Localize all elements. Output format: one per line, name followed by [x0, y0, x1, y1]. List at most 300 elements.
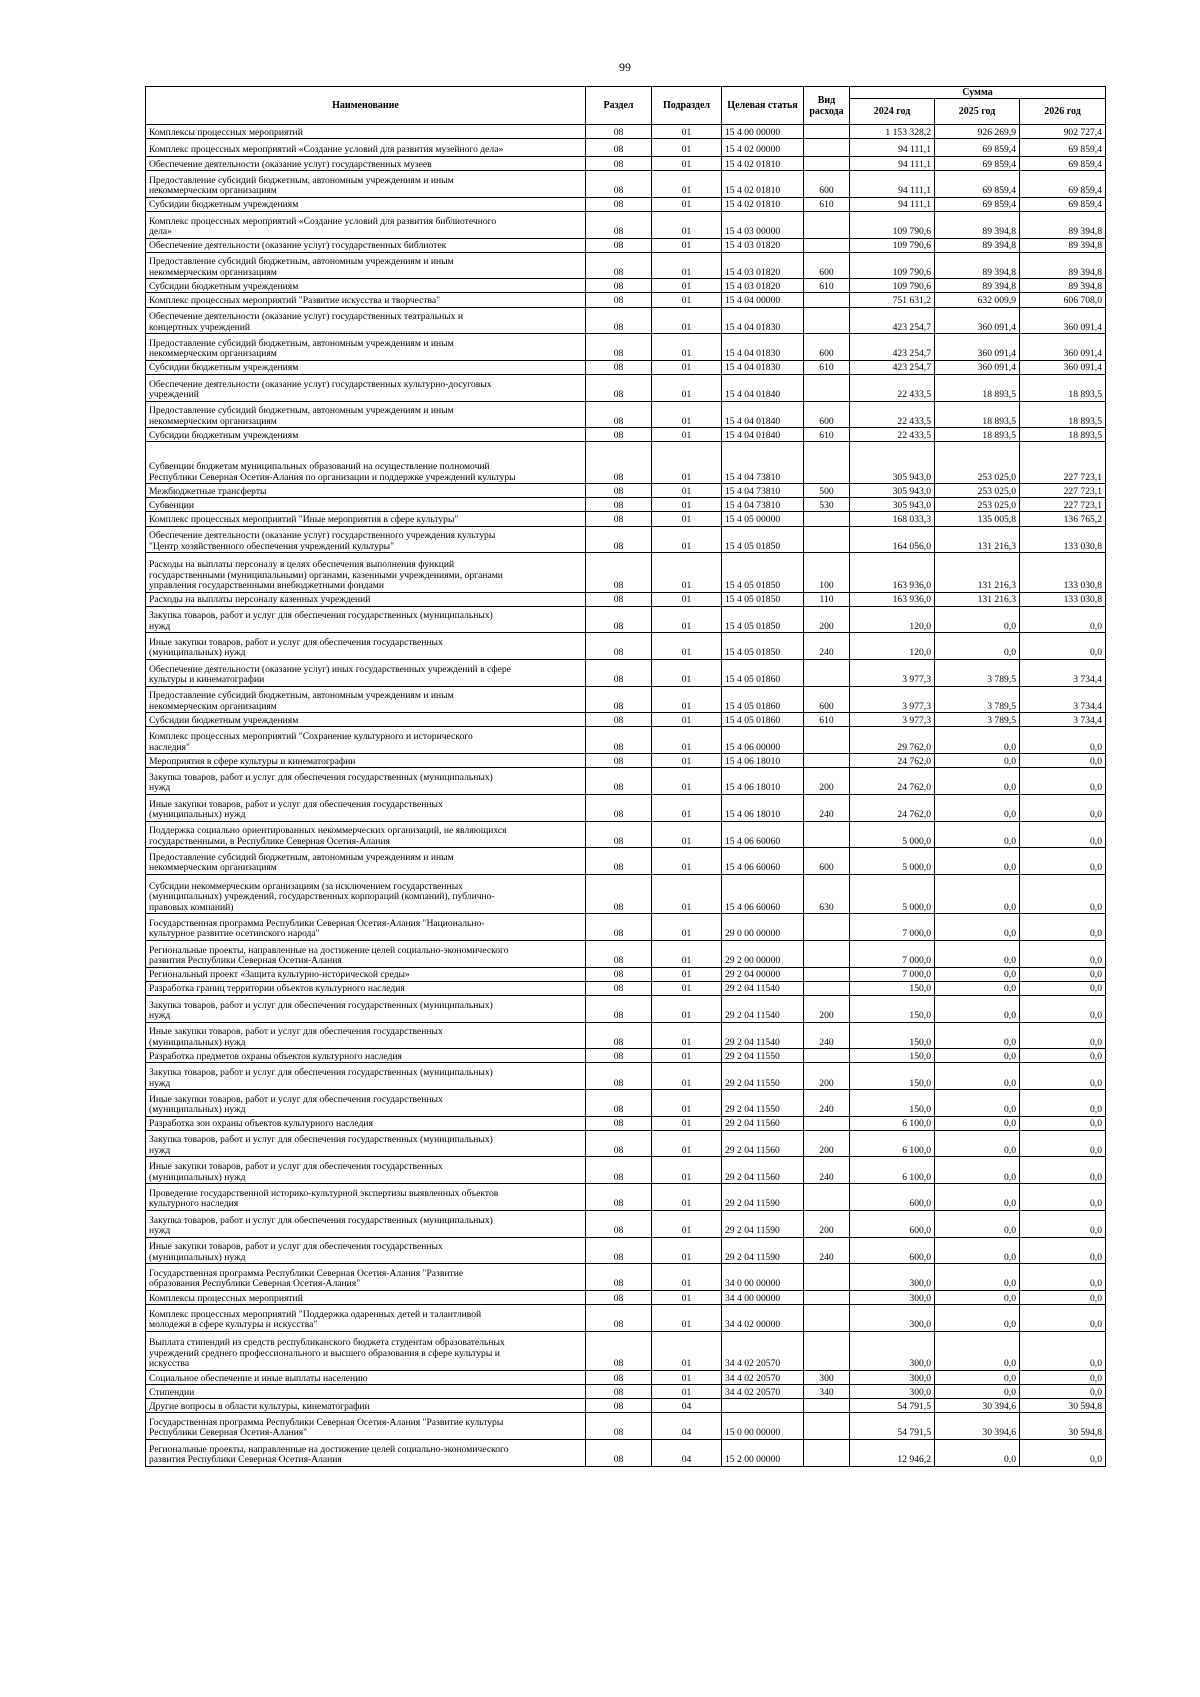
row-target: 15 4 04 01840: [722, 374, 804, 401]
row-sum-2026: 133 030,8: [1020, 553, 1106, 592]
row-expense: 600: [804, 686, 850, 713]
row-sum-2024: 305 943,0: [850, 442, 935, 484]
row-sum-2026: 360 091,4: [1020, 334, 1106, 361]
row-sum-2025: 69 859,4: [935, 171, 1020, 198]
row-expense: [804, 526, 850, 553]
row-sum-2025: 69 859,4: [935, 156, 1020, 170]
row-section: 08: [586, 197, 652, 211]
row-expense: [804, 1049, 850, 1063]
row-sum-2026: 30 594,8: [1020, 1399, 1106, 1413]
row-sum-2024: 22 433,5: [850, 428, 935, 442]
page-number: 99: [619, 60, 631, 74]
row-target: 15 4 02 01810: [722, 171, 804, 198]
row-sum-2026: 3 734,4: [1020, 713, 1106, 727]
row-name: Иные закупки товаров, работ и услуг для обеспечения государственных (муниципальных) нужд: [146, 1157, 586, 1184]
row-expense: [804, 1413, 850, 1440]
row-target: 29 2 00 00000: [722, 940, 804, 967]
row-target: 15 4 04 01840: [722, 428, 804, 442]
row-target: 29 2 04 11590: [722, 1237, 804, 1264]
row-expense: [804, 1305, 850, 1332]
row-subsection: 01: [652, 442, 722, 484]
row-sum-2026: 0,0: [1020, 995, 1106, 1022]
row-sum-2026: 227 723,1: [1020, 484, 1106, 498]
row-sum-2025: 0,0: [935, 1305, 1020, 1332]
table-row: [146, 995, 1106, 1022]
row-subsection: 01: [652, 238, 722, 252]
table-row: [146, 1399, 1106, 1413]
row-target: 15 4 00 00000: [722, 125, 804, 139]
row-sum-2025: 0,0: [935, 1264, 1020, 1291]
row-section: 08: [586, 1331, 652, 1370]
row-target: 15 4 06 60060: [722, 821, 804, 848]
row-sum-2026: 89 394,8: [1020, 211, 1106, 238]
row-section: 08: [586, 1090, 652, 1117]
row-sum-2024: 7 000,0: [850, 914, 935, 941]
row-name: Субвенции: [146, 498, 586, 512]
row-expense: [804, 307, 850, 334]
row-section: 08: [586, 139, 652, 157]
row-sum-2024: 751 631,2: [850, 293, 935, 307]
table-row: [146, 686, 1106, 713]
table-row: [146, 197, 1106, 211]
row-sum-2025: 0,0: [935, 848, 1020, 875]
row-name: Закупка товаров, работ и услуг для обеспечения государственных (муниципальных) нужд: [146, 995, 586, 1022]
row-target: 29 2 04 11560: [722, 1157, 804, 1184]
row-section: 08: [586, 1370, 652, 1384]
row-target: 34 4 02 20570: [722, 1385, 804, 1399]
row-sum-2024: 54 791,5: [850, 1399, 935, 1413]
row-subsection: 01: [652, 1210, 722, 1237]
row-sum-2024: 109 790,6: [850, 252, 935, 279]
row-expense: [804, 293, 850, 307]
row-sum-2025: 253 025,0: [935, 484, 1020, 498]
row-target: 15 4 04 73810: [722, 498, 804, 512]
row-section: 08: [586, 659, 652, 686]
row-target: 29 2 04 11560: [722, 1116, 804, 1130]
row-sum-2024: 150,0: [850, 995, 935, 1022]
row-name: Обеспечение деятельности (оказание услуг) иных государственных учреждений в сфере культуры и кинематографии: [146, 659, 586, 686]
row-name: Комплексы процессных мероприятий: [146, 125, 586, 139]
row-sum-2026: 0,0: [1020, 1237, 1106, 1264]
row-target: 15 2 00 00000: [722, 1439, 804, 1466]
row-expense: [804, 374, 850, 401]
row-target: 34 4 00 00000: [722, 1290, 804, 1304]
row-section: 08: [586, 428, 652, 442]
row-subsection: 01: [652, 1184, 722, 1211]
row-expense: 610: [804, 197, 850, 211]
row-section: 08: [586, 727, 652, 754]
row-sum-2025: 0,0: [935, 1130, 1020, 1157]
row-section: 08: [586, 1385, 652, 1399]
row-name: Иные закупки товаров, работ и услуг для обеспечения государственных (муниципальных) нужд: [146, 633, 586, 660]
row-section: 08: [586, 821, 652, 848]
row-target: 15 4 02 01810: [722, 197, 804, 211]
row-name: Региональные проекты, направленные на достижение целей социально-экономического развития Республики Северная Осетия-Алания: [146, 1439, 586, 1466]
row-expense: 200: [804, 1063, 850, 1090]
row-sum-2025: 253 025,0: [935, 498, 1020, 512]
row-sum-2025: 0,0: [935, 1116, 1020, 1130]
row-section: 08: [586, 940, 652, 967]
table-row: [146, 526, 1106, 553]
table-row: [146, 1210, 1106, 1237]
row-subsection: 01: [652, 995, 722, 1022]
row-sum-2026: 30 594,8: [1020, 1413, 1106, 1440]
row-sum-2025: 135 005,8: [935, 512, 1020, 526]
row-sum-2024: 109 790,6: [850, 211, 935, 238]
row-sum-2025: 0,0: [935, 1063, 1020, 1090]
row-section: 08: [586, 1049, 652, 1063]
header-2024: 2024 год: [850, 99, 935, 125]
table-row: [146, 428, 1106, 442]
row-sum-2025: 0,0: [935, 1210, 1020, 1237]
row-sum-2025: 360 091,4: [935, 360, 1020, 374]
row-section: 08: [586, 211, 652, 238]
row-sum-2024: 24 762,0: [850, 754, 935, 768]
row-expense: 610: [804, 428, 850, 442]
row-subsection: 01: [652, 139, 722, 157]
row-sum-2026: 0,0: [1020, 768, 1106, 795]
row-section: 08: [586, 526, 652, 553]
row-expense: [804, 940, 850, 967]
row-sum-2026: 0,0: [1020, 967, 1106, 981]
table-row: [146, 553, 1106, 592]
row-sum-2024: 600,0: [850, 1237, 935, 1264]
row-subsection: 01: [652, 592, 722, 606]
row-target: 15 4 03 01820: [722, 238, 804, 252]
row-name: Социальное обеспечение и иные выплаты населению: [146, 1370, 586, 1384]
row-sum-2026: 0,0: [1020, 727, 1106, 754]
row-sum-2024: 5 000,0: [850, 821, 935, 848]
row-name: Расходы на выплаты персоналу казенных учреждений: [146, 592, 586, 606]
row-sum-2025: 30 394,6: [935, 1399, 1020, 1413]
row-expense: [804, 1331, 850, 1370]
row-sum-2026: 18 893,5: [1020, 428, 1106, 442]
row-sum-2026: 89 394,8: [1020, 238, 1106, 252]
row-sum-2025: 0,0: [935, 1439, 1020, 1466]
row-sum-2026: 69 859,4: [1020, 156, 1106, 170]
row-expense: [804, 967, 850, 981]
row-name: Государственная программа Республики Северная Осетия-Алания "Развитие культуры Республики Северная Осетия-Алания": [146, 1413, 586, 1440]
row-sum-2025: 69 859,4: [935, 197, 1020, 211]
row-subsection: 01: [652, 252, 722, 279]
row-subsection: 01: [652, 171, 722, 198]
row-sum-2024: 168 033,3: [850, 512, 935, 526]
row-sum-2024: 305 943,0: [850, 498, 935, 512]
row-sum-2024: 150,0: [850, 1090, 935, 1117]
row-expense: 240: [804, 794, 850, 821]
row-subsection: 01: [652, 659, 722, 686]
row-sum-2025: 0,0: [935, 874, 1020, 913]
table-row: [146, 592, 1106, 606]
row-name: Предоставление субсидий бюджетным, автономным учреждениям и иным некоммерческим организациям: [146, 334, 586, 361]
row-subsection: 01: [652, 967, 722, 981]
row-target: 15 4 05 01850: [722, 606, 804, 633]
row-name: Региональные проекты, направленные на достижение целей социально-экономического развития Республики Северная Осетия-Алания: [146, 940, 586, 967]
row-sum-2025: 0,0: [935, 606, 1020, 633]
row-sum-2025: 0,0: [935, 981, 1020, 995]
row-name: Иные закупки товаров, работ и услуг для обеспечения государственных (муниципальных) нужд: [146, 1022, 586, 1049]
row-target: [722, 1399, 804, 1413]
table-row: [146, 768, 1106, 795]
row-sum-2024: 150,0: [850, 981, 935, 995]
row-sum-2025: 89 394,8: [935, 279, 1020, 293]
row-name: Предоставление субсидий бюджетным, автономным учреждениям и иным некоммерческим организациям: [146, 848, 586, 875]
row-expense: 600: [804, 171, 850, 198]
row-section: 08: [586, 512, 652, 526]
row-sum-2025: 0,0: [935, 967, 1020, 981]
row-section: 08: [586, 768, 652, 795]
row-section: 08: [586, 401, 652, 428]
row-subsection: 01: [652, 498, 722, 512]
row-sum-2026: 89 394,8: [1020, 252, 1106, 279]
row-name: Региональный проект «Защита культурно-исторической среды»: [146, 967, 586, 981]
row-sum-2025: 0,0: [935, 1331, 1020, 1370]
row-target: 15 4 03 01820: [722, 279, 804, 293]
row-expense: 200: [804, 768, 850, 795]
row-target: 15 4 05 01850: [722, 553, 804, 592]
row-subsection: 01: [652, 156, 722, 170]
row-target: 15 4 05 01860: [722, 686, 804, 713]
table-row: [146, 171, 1106, 198]
row-subsection: 01: [652, 1157, 722, 1184]
row-name: Предоставление субсидий бюджетным, автономным учреждениям и иным некоммерческим организациям: [146, 686, 586, 713]
row-sum-2026: 0,0: [1020, 1157, 1106, 1184]
row-name: Комплексы процессных мероприятий: [146, 1290, 586, 1304]
row-sum-2025: 89 394,8: [935, 252, 1020, 279]
row-sum-2024: 600,0: [850, 1210, 935, 1237]
row-sum-2024: 1 153 328,2: [850, 125, 935, 139]
row-section: 08: [586, 1439, 652, 1466]
row-section: 08: [586, 686, 652, 713]
row-sum-2024: 3 977,3: [850, 659, 935, 686]
row-sum-2024: 120,0: [850, 633, 935, 660]
row-target: 15 4 06 18010: [722, 768, 804, 795]
row-expense: 100: [804, 553, 850, 592]
row-expense: [804, 156, 850, 170]
row-subsection: 01: [652, 794, 722, 821]
row-section: 08: [586, 995, 652, 1022]
row-sum-2024: 163 936,0: [850, 553, 935, 592]
row-name: Закупка товаров, работ и услуг для обеспечения государственных (муниципальных) нужд: [146, 768, 586, 795]
row-name: Закупка товаров, работ и услуг для обеспечения государственных (муниципальных) нужд: [146, 1210, 586, 1237]
row-sum-2026: 89 394,8: [1020, 279, 1106, 293]
row-subsection: 01: [652, 914, 722, 941]
row-name: Расходы на выплаты персоналу в целях обеспечения выполнения функций государственными (муниципальными) органами, казенными учреждениями, органами управления государственными внебюджетными фондами: [146, 553, 586, 592]
row-name: Предоставление субсидий бюджетным, автономным учреждениям и иным некоммерческим организациям: [146, 171, 586, 198]
row-subsection: 01: [652, 374, 722, 401]
row-expense: 610: [804, 279, 850, 293]
row-subsection: 01: [652, 768, 722, 795]
row-sum-2026: 0,0: [1020, 1022, 1106, 1049]
row-sum-2026: 360 091,4: [1020, 360, 1106, 374]
row-sum-2025: 0,0: [935, 821, 1020, 848]
row-sum-2024: 150,0: [850, 1049, 935, 1063]
row-sum-2025: 18 893,5: [935, 428, 1020, 442]
row-sum-2024: 7 000,0: [850, 940, 935, 967]
table-row: [146, 252, 1106, 279]
row-expense: [804, 125, 850, 139]
row-sum-2025: 69 859,4: [935, 139, 1020, 157]
row-name: Обеспечение деятельности (оказание услуг) государственного учреждения культуры "Центр хозяйственного обеспечения учреждений культуры": [146, 526, 586, 553]
table-row: [146, 754, 1106, 768]
row-sum-2026: 0,0: [1020, 940, 1106, 967]
row-sum-2024: 423 254,7: [850, 307, 935, 334]
row-subsection: 01: [652, 940, 722, 967]
table-row: [146, 1090, 1106, 1117]
row-name: Другие вопросы в области культуры, кинематографии: [146, 1399, 586, 1413]
row-section: 08: [586, 498, 652, 512]
row-sum-2026: 606 708,0: [1020, 293, 1106, 307]
row-expense: [804, 1184, 850, 1211]
row-sum-2025: 0,0: [935, 1157, 1020, 1184]
row-subsection: 01: [652, 1130, 722, 1157]
table-row: [146, 848, 1106, 875]
row-sum-2025: 89 394,8: [935, 238, 1020, 252]
table-row: [146, 125, 1106, 139]
row-subsection: 01: [652, 1331, 722, 1370]
row-sum-2024: 600,0: [850, 1184, 935, 1211]
row-sum-2024: 6 100,0: [850, 1116, 935, 1130]
row-target: 34 4 02 20570: [722, 1331, 804, 1370]
row-section: 08: [586, 967, 652, 981]
row-section: 08: [586, 794, 652, 821]
row-name: Закупка товаров, работ и услуг для обеспечения государственных (муниципальных) нужд: [146, 606, 586, 633]
row-sum-2026: 0,0: [1020, 874, 1106, 913]
row-sum-2026: 0,0: [1020, 1290, 1106, 1304]
row-name: Закупка товаров, работ и услуг для обеспечения государственных (муниципальных) нужд: [146, 1130, 586, 1157]
row-sum-2025: 0,0: [935, 940, 1020, 967]
row-target: 15 4 03 01820: [722, 252, 804, 279]
row-sum-2026: 0,0: [1020, 754, 1106, 768]
row-expense: [804, 139, 850, 157]
row-target: 15 4 03 00000: [722, 211, 804, 238]
row-target: 15 4 06 60060: [722, 848, 804, 875]
row-subsection: 01: [652, 606, 722, 633]
row-subsection: 01: [652, 428, 722, 442]
row-subsection: 01: [652, 1290, 722, 1304]
row-name: Комплекс процессных мероприятий «Создание условий для развития музейного дела»: [146, 139, 586, 157]
table-row: [146, 794, 1106, 821]
row-expense: [804, 1264, 850, 1291]
table-row: [146, 307, 1106, 334]
row-sum-2026: 0,0: [1020, 633, 1106, 660]
row-expense: 500: [804, 484, 850, 498]
row-sum-2025: 131 216,3: [935, 526, 1020, 553]
row-name: Разработка предметов охраны объектов культурного наследия: [146, 1049, 586, 1063]
row-target: 15 4 05 01850: [722, 592, 804, 606]
row-expense: [804, 1290, 850, 1304]
row-target: 29 2 04 00000: [722, 967, 804, 981]
row-name: Обеспечение деятельности (оказание услуг) государственных библиотек: [146, 238, 586, 252]
row-section: 08: [586, 754, 652, 768]
row-name: Выплата стипендий из средств республиканского бюджета студентам образовательных учреждений среднего профессионального и высшего образования в сфере культуры и искусства: [146, 1331, 586, 1370]
table-row: [146, 606, 1106, 633]
row-sum-2024: 109 790,6: [850, 238, 935, 252]
row-name: Предоставление субсидий бюджетным, автономным учреждениям и иным некоммерческим организациям: [146, 252, 586, 279]
row-section: 08: [586, 171, 652, 198]
row-sum-2026: 0,0: [1020, 1385, 1106, 1399]
row-name: Иные закупки товаров, работ и услуг для обеспечения государственных (муниципальных) нужд: [146, 1237, 586, 1264]
row-subsection: 01: [652, 1049, 722, 1063]
row-expense: 600: [804, 848, 850, 875]
row-sum-2025: 89 394,8: [935, 211, 1020, 238]
table-row: [146, 727, 1106, 754]
row-section: 08: [586, 238, 652, 252]
table-row: [146, 374, 1106, 401]
table-row: [146, 238, 1106, 252]
row-sum-2026: 0,0: [1020, 1305, 1106, 1332]
table-row: [146, 1237, 1106, 1264]
row-subsection: 01: [652, 279, 722, 293]
row-target: 15 4 05 01850: [722, 526, 804, 553]
table-row: [146, 360, 1106, 374]
row-subsection: 01: [652, 1063, 722, 1090]
row-section: 08: [586, 1237, 652, 1264]
row-expense: [804, 659, 850, 686]
row-subsection: 04: [652, 1399, 722, 1413]
row-target: 15 4 05 01860: [722, 713, 804, 727]
header-sum: Сумма: [850, 87, 1106, 99]
header-target: Целевая статья: [722, 87, 804, 125]
row-subsection: 01: [652, 1305, 722, 1332]
row-target: 34 4 02 00000: [722, 1305, 804, 1332]
row-subsection: 01: [652, 334, 722, 361]
table-row: [146, 484, 1106, 498]
row-sum-2025: 131 216,3: [935, 553, 1020, 592]
table-row: [146, 967, 1106, 981]
row-sum-2024: 94 111,1: [850, 156, 935, 170]
table-row: [146, 1331, 1106, 1370]
row-expense: 600: [804, 252, 850, 279]
row-subsection: 01: [652, 1370, 722, 1384]
row-sum-2025: 30 394,6: [935, 1413, 1020, 1440]
row-target: 29 2 04 11560: [722, 1130, 804, 1157]
row-sum-2025: 0,0: [935, 1022, 1020, 1049]
table-row: [146, 1130, 1106, 1157]
row-name: Мероприятия в сфере культуры и кинематографии: [146, 754, 586, 768]
row-section: 08: [586, 1290, 652, 1304]
row-sum-2026: 0,0: [1020, 606, 1106, 633]
row-section: 08: [586, 279, 652, 293]
row-section: 08: [586, 981, 652, 995]
row-sum-2025: 0,0: [935, 1237, 1020, 1264]
row-name: Иные закупки товаров, работ и услуг для обеспечения государственных (муниципальных) нужд: [146, 794, 586, 821]
table-row: [146, 1022, 1106, 1049]
row-sum-2026: 133 030,8: [1020, 526, 1106, 553]
table-row: [146, 821, 1106, 848]
table-row: [146, 1290, 1106, 1304]
row-name: Предоставление субсидий бюджетным, автономным учреждениям и иным некоммерческим организациям: [146, 401, 586, 428]
row-sum-2024: 6 100,0: [850, 1130, 935, 1157]
row-sum-2025: 3 789,5: [935, 659, 1020, 686]
row-subsection: 01: [652, 211, 722, 238]
row-sum-2024: 7 000,0: [850, 967, 935, 981]
row-sum-2024: 94 111,1: [850, 139, 935, 157]
row-sum-2025: 0,0: [935, 633, 1020, 660]
row-name: Субсидии бюджетным учреждениям: [146, 279, 586, 293]
row-subsection: 01: [652, 293, 722, 307]
row-expense: 600: [804, 334, 850, 361]
row-subsection: 01: [652, 125, 722, 139]
row-target: 15 4 06 18010: [722, 754, 804, 768]
table-row: [146, 914, 1106, 941]
row-sum-2026: 3 734,4: [1020, 686, 1106, 713]
table-row: [146, 1264, 1106, 1291]
row-sum-2026: 0,0: [1020, 1063, 1106, 1090]
row-subsection: 01: [652, 686, 722, 713]
row-subsection: 01: [652, 848, 722, 875]
table-row: [146, 293, 1106, 307]
